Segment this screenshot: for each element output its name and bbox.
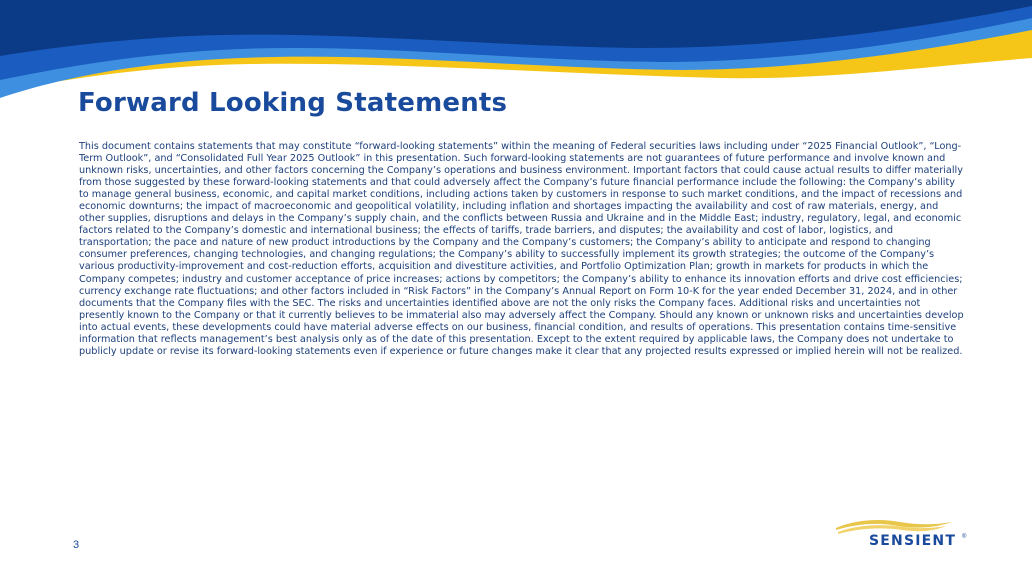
trademark-symbol: ®	[962, 534, 967, 540]
page-number: 3	[73, 539, 80, 551]
page-title: Forward Looking Statements	[78, 88, 508, 118]
logo-wordmark: SENSIENT	[869, 533, 957, 549]
sensient-logo	[834, 516, 974, 556]
forward-looking-disclaimer-text: This document contains statements that may constitute “forward-looking statements” within the meaning of Federal securities laws including under “2025 Financial Outlook”, “Long-Term Outlook”, and “Consolidated Full Year 2025 Outlook” in this presentation. Such forward-looking statements are not guarantees of future performance and involve known and unknown risks, uncertainties, and other factors concerning the Company’s operations and business environment. Important factors that could cause actual results to differ materially from those suggested by these forward-looking statements and that could adversely affect the Company’s future financial performance include the following: the Company’s ability to manage general business, economic, and capital market conditions, including actions taken by customers in response to such market conditions, and the impact of recessions and economic downturns; the impact of macroeconomic and geopolitical volatility, including inflation and shortages impacting the availability and cost of raw materials, energy, and other supplies, disruptions and delays in the Company’s supply chain, and the conflicts between Russia and Ukraine and in the Middle East; industry, regulatory, legal, and economic factors related to the Company’s domestic and international business; the effects of tariffs, trade barriers, and disputes; the availability and cost of labor, logistics, and transportation; the pace and nature of new product introductions by the Company and the Company’s customers; the Company’s ability to anticipate and respond to changing consumer preferences, changing technologies, and changing regulations; the Company’s ability to successfully implement its growth strategies; the outcome of the Company’s various productivity-improvement and cost-reduction efforts, acquisition and divestiture activities, and Portfolio Optimization Plan; growth in markets for products in which the Company competes; industry and customer acceptance of price increases; actions by competitors; the Company’s ability to enhance its innovation efforts and drive cost efficiencies; currency exchange rate fluctuations; and other factors included in “Risk Factors” in the Company’s Annual Report on Form 10-K for the year ended December 31, 2024, and in other documents that the Company files with the SEC. The risks and uncertainties identified above are not the only risks the Company faces. Additional risks and uncertainties not presently known to the Company or that it currently believes to be immaterial also may adversely affect the Company. Should any known or unknown risks and uncertainties develop into actual events, these developments could have material adverse effects on our business, financial condition, and results of operations. This presentation contains time-sensitive information that reflects management’s best analysis only as of the date of this presentation. Except to the extent required by applicable laws, the Company does not undertake to publicly update or revise its forward-looking statements even if experience or future changes make it clear that any projected results expressed or implied herein will not be realized.	[79, 141, 964, 357]
